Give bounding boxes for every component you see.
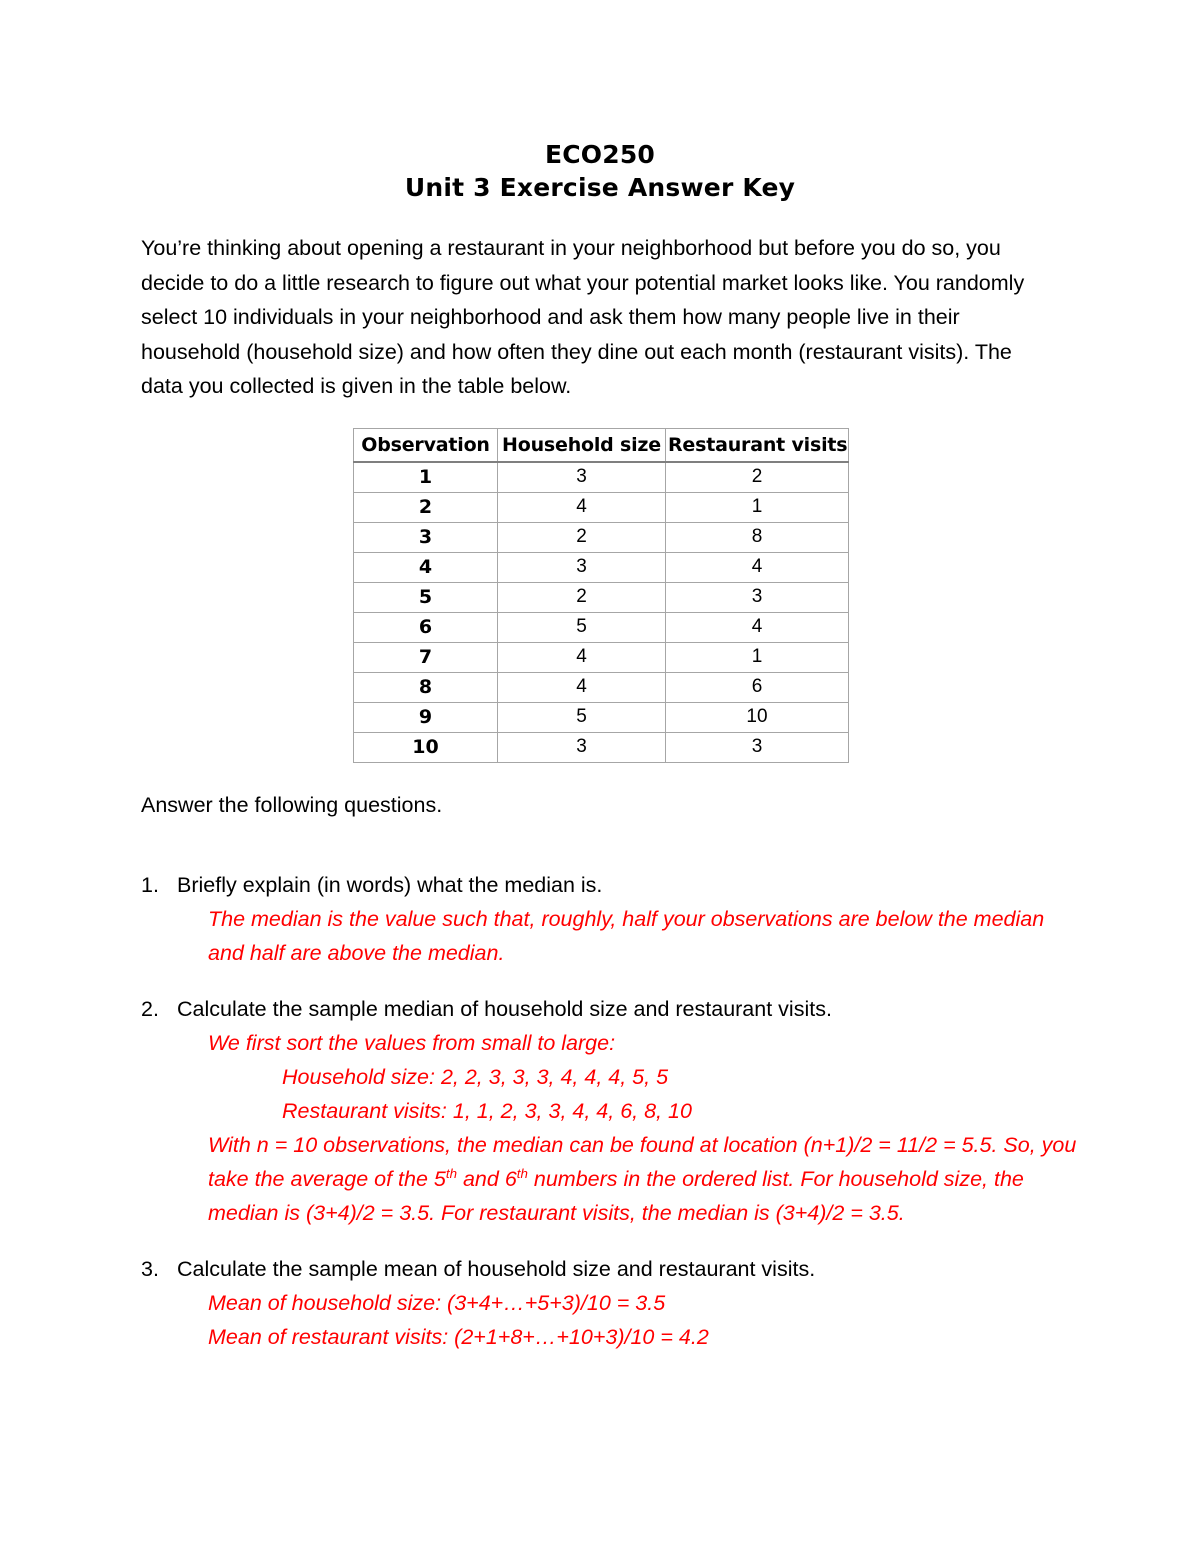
cell-household-size: 4 — [498, 642, 666, 672]
cell-restaurant-visits: 6 — [666, 672, 849, 702]
question-item-1 — [141, 868, 1080, 970]
ordinal-suffix-sixth: th — [516, 1165, 528, 1181]
table-row — [354, 612, 849, 642]
ordinal-suffix-fifth: th — [445, 1165, 457, 1181]
observations-table — [353, 428, 849, 763]
cell-observation: 6 — [354, 612, 498, 642]
table-header-row — [354, 428, 849, 462]
answer-text: The median is the value such that, roughly, half your observations are below the median and half are above the median. — [208, 907, 1045, 965]
cell-household-size: 3 — [498, 462, 666, 493]
cell-household-size: 2 — [498, 582, 666, 612]
cell-observation: 10 — [354, 732, 498, 762]
cell-household-size: 5 — [498, 702, 666, 732]
data-table-wrapper — [0, 428, 1200, 763]
cell-observation: 7 — [354, 642, 498, 672]
cell-observation: 2 — [354, 492, 498, 522]
table-row — [354, 492, 849, 522]
cell-restaurant-visits: 3 — [666, 732, 849, 762]
cell-observation: 4 — [354, 552, 498, 582]
cell-household-size: 3 — [498, 732, 666, 762]
answer-sorted-household: Household size: 2, 2, 3, 3, 3, 4, 4, 4, 5, 5 — [282, 1065, 669, 1089]
title-line-subtitle: Unit 3 Exercise Answer Key — [404, 173, 796, 202]
table-row — [354, 672, 849, 702]
questions-list — [141, 868, 1080, 1354]
answer-sort-intro: We first sort the values from small to large: — [208, 1031, 616, 1055]
question-text: Calculate the sample mean of household size and restaurant visits. — [177, 1257, 816, 1281]
title-line-course: ECO250 — [544, 140, 656, 169]
table-body — [354, 462, 849, 763]
question-text: Briefly explain (in words) what the median is. — [177, 873, 603, 897]
page-title — [0, 0, 1200, 204]
cell-observation: 9 — [354, 702, 498, 732]
cell-restaurant-visits: 1 — [666, 492, 849, 522]
cell-observation: 1 — [354, 462, 498, 493]
table-row — [354, 552, 849, 582]
answer-mean-household: Mean of household size: (3+4+…+5+3)/10 = 3.5 — [208, 1291, 666, 1315]
column-header-observation: Observation — [354, 428, 498, 462]
cell-household-size: 4 — [498, 672, 666, 702]
table-row — [354, 732, 849, 762]
intro-paragraph: You’re thinking about opening a restaurant in your neighborhood but before you do so, you decide to do a little research to figure out what your potential market looks like. You randomly select 10 individuals in your neighborhood and ask them how many people live in their household (household size) and how often they dine out each month (restaurant visits). The data you collected is given in the table below. — [141, 236, 1025, 398]
explanation-part-c: numbers in the ordered list. For household size, the median is (3+4)/2 = 3.5. For restaurant visits, the median is (3+4)/2 = 3.5. — [208, 1167, 1024, 1225]
answer-sorted-visits: Restaurant visits: 1, 1, 2, 3, 3, 4, 4, 6, 8, 10 — [282, 1099, 692, 1123]
cell-household-size: 3 — [498, 552, 666, 582]
answer-mean-visits: Mean of restaurant visits: (2+1+8+…+10+3)/10 = 4.2 — [208, 1325, 709, 1349]
explanation-part-b: and 6 — [457, 1167, 517, 1191]
cell-restaurant-visits: 1 — [666, 642, 849, 672]
question-number: 3. — [141, 1257, 159, 1281]
question-item-3 — [141, 1252, 1080, 1354]
cell-observation: 8 — [354, 672, 498, 702]
column-header-household-size: Household size — [498, 428, 666, 462]
question-item-2 — [141, 992, 1080, 1230]
cell-restaurant-visits: 8 — [666, 522, 849, 552]
question-number: 2. — [141, 997, 159, 1021]
table-row — [354, 642, 849, 672]
question-text: Calculate the sample median of household size and restaurant visits. — [177, 997, 832, 1021]
cell-household-size: 5 — [498, 612, 666, 642]
explanation-part-a: With n = 10 observations, the median can be found at location (n+1)/2 = 11/2 = 5.5. So, you take the average of the 5 — [208, 1133, 1077, 1191]
column-header-restaurant-visits: Restaurant visits — [666, 428, 849, 462]
cell-restaurant-visits: 4 — [666, 612, 849, 642]
cell-restaurant-visits: 10 — [666, 702, 849, 732]
cell-observation: 5 — [354, 582, 498, 612]
table-row — [354, 522, 849, 552]
cell-restaurant-visits: 4 — [666, 552, 849, 582]
table-row — [354, 582, 849, 612]
cell-restaurant-visits: 2 — [666, 462, 849, 493]
table-row — [354, 462, 849, 493]
question-number: 1. — [141, 873, 159, 897]
cell-observation: 3 — [354, 522, 498, 552]
cell-household-size: 2 — [498, 522, 666, 552]
table-row — [354, 702, 849, 732]
cell-household-size: 4 — [498, 492, 666, 522]
cell-restaurant-visits: 3 — [666, 582, 849, 612]
answer-median-explanation — [208, 1128, 1080, 1230]
answer-prompt: Answer the following questions. — [141, 792, 443, 817]
